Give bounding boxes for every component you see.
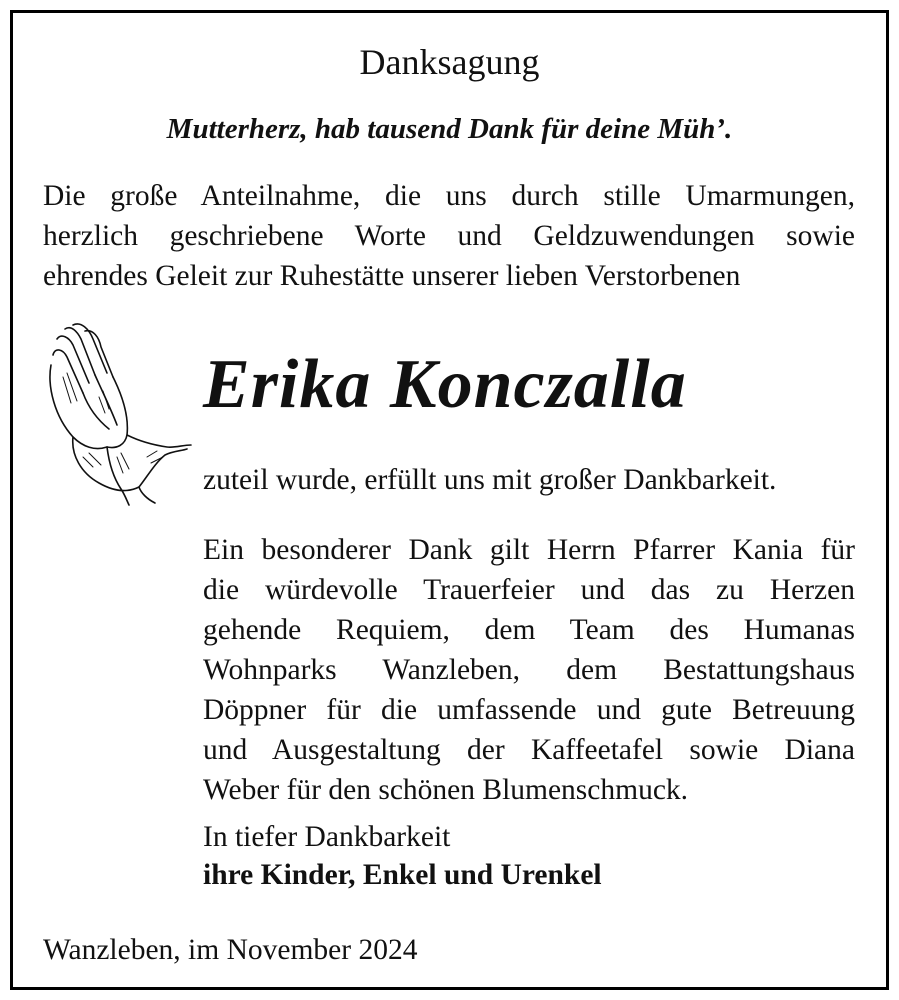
closing-block (203, 818, 602, 894)
thanks-line: die würdevolle Trauerfeier und das zu Herzen (203, 574, 855, 606)
thanks-line: Weber für den schönen Blumenschmuck. (203, 774, 689, 806)
thanks-line: Wohnparks Wanzleben, dem Bestattungshaus (203, 654, 855, 686)
signature: ihre Kinder, Enkel und Urenkel (203, 859, 602, 891)
obituary-notice (10, 10, 889, 990)
thanks-line: Döppner für die umfassende und gute Betreuung (203, 694, 855, 726)
intro-paragraph (43, 176, 855, 296)
motto: Mutterherz, hab tausend Dank für deine Müh’. (166, 113, 733, 145)
closing-phrase: In tiefer Dankbarkeit (203, 821, 451, 853)
thanks-line: Ein besonderer Dank gilt Herrn Pfarrer Kania für (203, 534, 855, 566)
intro-line: ehrendes Geleit zur Ruhestätte unserer lieben Verstorbenen (43, 260, 741, 292)
notice-title: Danksagung (359, 42, 540, 82)
gratitude-line: zuteil wurde, erfüllt uns mit großer Dankbarkeit. (203, 464, 777, 496)
place-date: Wanzleben, im November 2024 (43, 934, 418, 966)
thanks-line: gehende Requiem, dem Team des Humanas (203, 614, 855, 646)
intro-line: herzlich geschriebene Worte und Geldzuwendungen sowie (43, 220, 855, 252)
deceased-name: Erika Konczalla (203, 346, 687, 423)
thanks-line: und Ausgestaltung der Kaffeetafel sowie Diana (203, 734, 855, 766)
intro-line: Die große Anteilnahme, die uns durch stille Umarmungen, (43, 180, 855, 212)
thanks-paragraph (203, 530, 855, 810)
praying-hands-icon (43, 317, 193, 507)
